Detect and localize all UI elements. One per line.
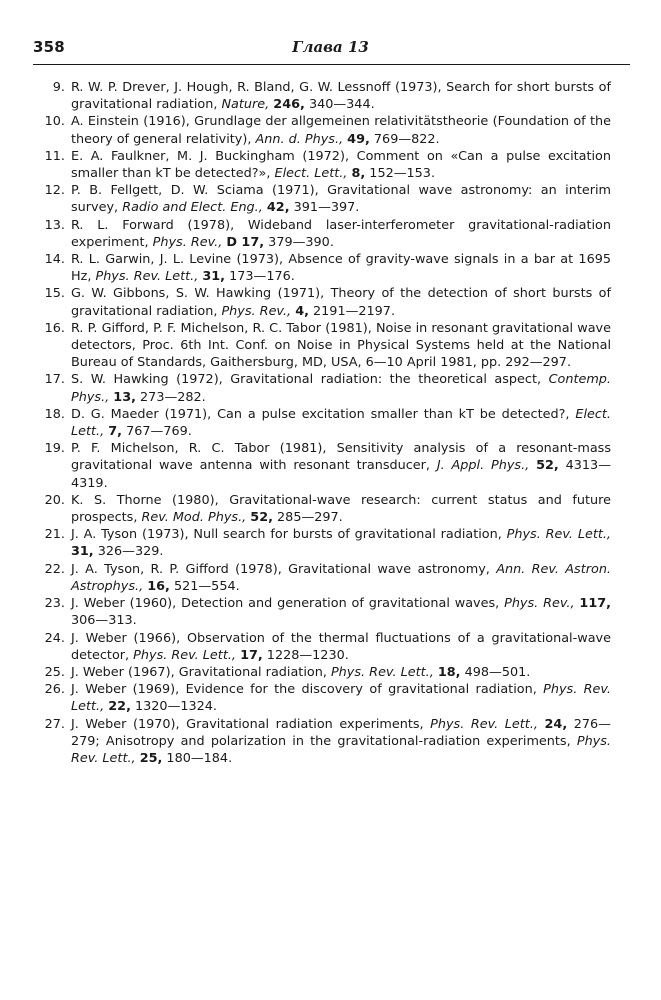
reference-pages: 340—344. <box>304 97 375 113</box>
reference-volume: 246, <box>273 97 305 113</box>
reference-journal: Phys. Rev. Lett., <box>133 647 236 663</box>
reference-pages: 1228—1230. <box>262 647 349 663</box>
reference-number: 24. <box>44 630 65 646</box>
reference-volume: D 17, <box>226 234 265 250</box>
reference-volume: 42, <box>266 200 290 216</box>
reference-journal: Nature, <box>221 97 270 113</box>
reference-volume: 8, <box>351 166 366 182</box>
reference-item <box>33 182 611 216</box>
reference-item <box>33 285 611 319</box>
reference-pages: 767—769. <box>122 424 192 440</box>
reference-item <box>33 716 611 768</box>
reference-journal: Phys. Rev. Lett., <box>506 527 611 543</box>
reference-pages: 173—176. <box>225 269 295 285</box>
reference-item <box>33 561 611 595</box>
reference-text: P. F. Michelson, R. C. Tabor (1981), Sensitivity analysis of a resonant-mass gravitational wave antenna with resonant transducer, <box>71 441 611 474</box>
reference-number: 17. <box>44 372 65 388</box>
reference-journal: Phys. Rev., <box>221 303 292 319</box>
reference-journal: J. Appl. Phys., <box>436 458 530 474</box>
reference-number: 16. <box>44 320 65 336</box>
reference-journal: Phys. Rev. Lett., <box>430 716 538 732</box>
reference-volume: 31, <box>202 269 226 285</box>
chapter-title: Глава 13 <box>292 38 369 56</box>
reference-text: S. W. Hawking (1972), Gravitational radiation: the theoretical aspect, <box>71 372 549 388</box>
reference-item <box>33 492 611 526</box>
reference-text: J. A. Tyson, R. P. Gifford (1978), Gravitational wave astronomy, <box>71 561 497 577</box>
reference-text: R. L. Garwin, J. L. Levine (1973), Absence of gravity-wave signals in a bar at 1695 Hz, <box>71 252 611 285</box>
reference-pages: 273—282. <box>135 389 206 405</box>
reference-number: 20. <box>44 492 65 508</box>
reference-pages: 1320—1324. <box>130 699 218 715</box>
reference-number: 27. <box>44 716 65 732</box>
reference-item <box>33 440 611 492</box>
reference-pages: 498—501. <box>460 664 531 680</box>
reference-text: J. Weber (1969), Evidence for the discovery of gravitational radiation, <box>71 682 544 698</box>
reference-item <box>33 148 611 182</box>
reference-journal: Phys. Rev., <box>504 596 575 612</box>
reference-number: 14. <box>44 252 65 268</box>
reference-number: 9. <box>52 80 65 95</box>
reference-volume: 24, <box>544 716 568 732</box>
reference-journal: Radio and Elect. Eng., <box>122 200 263 216</box>
reference-text: J. Weber (1966), Observation of the thermal fluctuations of a gravitational-wave detector, <box>71 630 611 663</box>
reference-text: J. Weber (1970), Gravitational radiation experiments, <box>71 716 431 732</box>
reference-journal: Elect. Lett., <box>71 406 611 440</box>
reference-pages: 4313—4319. <box>71 458 611 491</box>
reference-text: R. L. Forward (1978), Wideband laser-interferometer gravitational-radiation experiment, <box>71 217 611 250</box>
reference-pages: 180—184. <box>162 750 233 766</box>
reference-pages: 285—297. <box>272 510 343 526</box>
header-rule <box>33 64 630 65</box>
reference-number: 11. <box>44 148 65 164</box>
reference-volume: 117, <box>579 596 611 612</box>
reference-volume: 22, <box>108 699 131 715</box>
reference-item <box>33 113 611 147</box>
reference-text: D. G. Maeder (1971), Can a pulse excitation smaller than kT be detected?, <box>71 406 576 422</box>
reference-pages: 769—822. <box>369 131 440 147</box>
reference-pages: 521—554. <box>169 578 240 594</box>
reference-number: 15. <box>44 286 65 302</box>
reference-item <box>33 371 611 405</box>
reference-number: 10. <box>44 114 65 130</box>
reference-pages: 391—397. <box>289 200 360 216</box>
reference-item <box>33 664 611 681</box>
reference-number: 19. <box>44 441 65 457</box>
reference-pages: 306—313. <box>71 613 137 629</box>
reference-volume: 52, <box>250 510 273 526</box>
reference-item <box>33 630 611 664</box>
reference-volume: 17, <box>240 647 263 663</box>
reference-volume: 18, <box>437 664 461 680</box>
reference-item <box>33 595 611 629</box>
reference-item <box>33 251 611 285</box>
reference-journal: Phys. Rev. Lett., <box>71 682 611 715</box>
reference-text: J. Weber (1967), Gravitational radiation, <box>71 664 331 680</box>
reference-item <box>33 320 611 372</box>
reference-pages: 326—329. <box>93 544 164 560</box>
reference-volume: 31, <box>71 544 94 560</box>
reference-pages: 379—390. <box>264 234 334 250</box>
reference-journal: Phys. Rev., <box>152 234 223 250</box>
reference-text: J. Weber (1960), Detection and generation of gravitational waves, <box>71 596 505 612</box>
reference-number: 23. <box>44 596 65 612</box>
reference-journal: Contemp. Phys., <box>71 372 611 405</box>
reference-text: E. A. Faulkner, M. J. Buckingham (1972), Comment on «Can a pulse excitation smaller than kT be detected?», <box>71 148 611 182</box>
reference-number: 12. <box>44 183 65 199</box>
reference-text: K. S. Thorne (1980), Gravitational-wave research: current status and future prospects, <box>71 492 611 526</box>
reference-volume: 25, <box>139 750 163 766</box>
reference-number: 26. <box>44 682 65 698</box>
reference-pages: 152—153. <box>365 166 436 182</box>
reference-pages: 2191—2197. <box>308 303 396 319</box>
reference-item <box>33 406 611 440</box>
reference-volume: 49, <box>347 131 370 147</box>
reference-number: 22. <box>44 561 65 577</box>
reference-number: 25. <box>44 664 65 680</box>
reference-item <box>33 681 611 715</box>
reference-text: R. P. Gifford, P. F. Michelson, R. C. Tabor (1981), Noise in resonant gravitational wave detectors, Proc. 6th Int. Conf. on Noise in Physical Systems held at the National Bureau of Standards, Gaithersburg, MD, USA, 6—10 April 1981, pp. 292—297. <box>71 320 611 371</box>
reference-volume: 4, <box>295 303 309 319</box>
reference-text: A. Einstein (1916), Grundlage der allgemeinen relativitätstheorie (Foundation of the theory of general relativity), <box>71 114 611 147</box>
reference-pages: 276—279; Anisotropy and polarization in the gravitational-radiation experiments, <box>71 716 611 749</box>
reference-item <box>33 79 611 113</box>
reference-journal: Ann. d. Phys., <box>255 131 344 147</box>
reference-journal: Elect. Lett., <box>274 166 348 182</box>
reference-item <box>33 526 611 560</box>
reference-number: 18. <box>44 406 65 422</box>
reference-number: 21. <box>44 527 65 543</box>
reference-journal: Phys. Rev. Lett., <box>95 269 199 285</box>
reference-journal: Phys. Rev. Lett., <box>330 664 434 680</box>
reference-volume: 16, <box>147 578 170 594</box>
page-number: 358 <box>33 38 65 56</box>
reference-journal: Rev. Mod. Phys., <box>141 510 247 526</box>
reference-journal: Phys. Rev. Lett., <box>71 733 611 766</box>
reference-number: 13. <box>44 217 65 233</box>
reference-text: J. A. Tyson (1973), Null search for bursts of gravitational radiation, <box>71 527 507 543</box>
reference-list <box>33 79 611 767</box>
reference-text: P. B. Fellgett, D. W. Sciama (1971), Gravitational wave astronomy: an interim survey, <box>71 183 611 216</box>
reference-volume: 13, <box>113 389 136 405</box>
reference-item <box>33 217 611 251</box>
reference-journal: Ann. Rev. Astron. Astrophys., <box>71 561 612 594</box>
reference-text: R. W. P. Drever, J. Hough, R. Bland, G. W. Lessnoff (1973), Search for short bursts of gravitational radiation, <box>71 80 611 113</box>
reference-text: G. W. Gibbons, S. W. Hawking (1971), Theory of the detection of short bursts of gravitational radiation, <box>71 286 611 319</box>
reference-volume: 7, <box>108 424 123 440</box>
reference-volume: 52, <box>536 458 559 474</box>
